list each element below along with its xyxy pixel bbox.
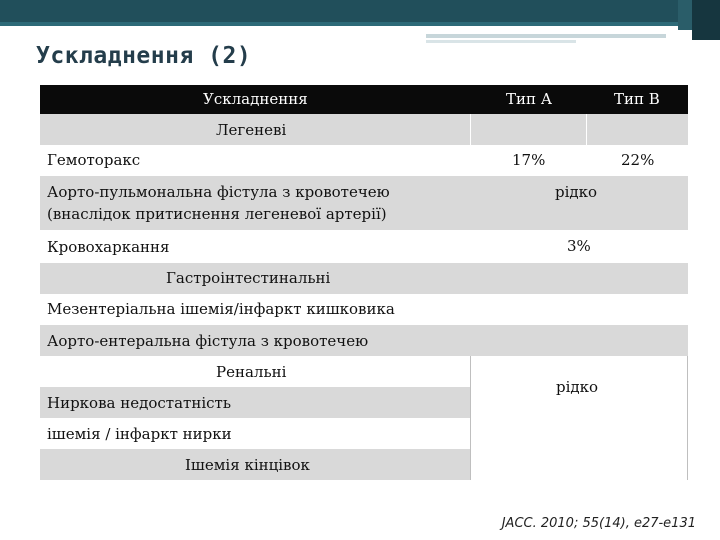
label-hemothorax: Гемоторакс <box>47 151 141 169</box>
label-mesenteric-ischemia: Мезентеріальна ішемія/інфаркт кишковика <box>47 300 395 318</box>
header-type-b-cell <box>586 85 688 114</box>
label-hemoptysis: Кровохаркання <box>47 238 170 256</box>
header-accent <box>678 0 692 30</box>
row-pulmonary <box>40 114 688 145</box>
value-hemothorax-a: 17% <box>512 151 546 169</box>
header-type-a: Тип А <box>506 90 553 108</box>
row-aortopulmonary-fistula <box>40 176 688 230</box>
label-aortoenteric-fistula: Аорто-ентеральна фістула з кровотечею <box>47 332 369 350</box>
section-renal: Ренальні <box>216 363 287 381</box>
divider <box>586 114 587 145</box>
label-renal-failure: Ниркова недостатність <box>47 394 231 412</box>
citation: JACC. 2010; 55(14), e27-e131 <box>501 516 696 531</box>
header-complication-cell <box>40 85 470 114</box>
row-hemothorax <box>40 145 688 176</box>
merged-value-cell <box>470 356 688 480</box>
divider <box>470 114 471 145</box>
section-gastrointestinal: Гастроінтестинальні <box>166 269 331 287</box>
label-aortopulmonary-line2: (внаслідок притиснення легеневої артерії) <box>47 205 387 223</box>
label-limb-ischemia: Ішемія кінцівок <box>185 456 310 474</box>
header-type-b: Тип В <box>614 90 660 108</box>
title-accent-line <box>426 34 666 38</box>
section-pulmonary: Легеневі <box>216 121 287 139</box>
title-accent-line-2 <box>426 40 576 43</box>
header-type-a-cell <box>470 85 586 114</box>
row-mesenteric-ischemia <box>40 294 688 325</box>
row-gastrointestinal <box>40 263 688 294</box>
value-hemothorax-b: 22% <box>621 151 655 169</box>
value-lower-rows: рідко <box>556 378 599 396</box>
slide-title: Ускладнення (2) <box>36 43 252 69</box>
label-aortopulmonary-line1: Аорто-пульмональна фістула з кровотечею <box>47 183 390 201</box>
value-aortopulmonary: рідко <box>555 183 598 201</box>
header-bar-dark <box>0 0 720 22</box>
header-complication: Ускладнення <box>203 90 308 108</box>
row-aortoenteric-fistula <box>40 325 688 356</box>
row-hemoptysis <box>40 230 688 263</box>
header-accent-dark <box>692 0 720 40</box>
value-hemoptysis: 3% <box>567 237 591 255</box>
label-renal-ischemia: ішемія / інфаркт нирки <box>47 425 232 443</box>
